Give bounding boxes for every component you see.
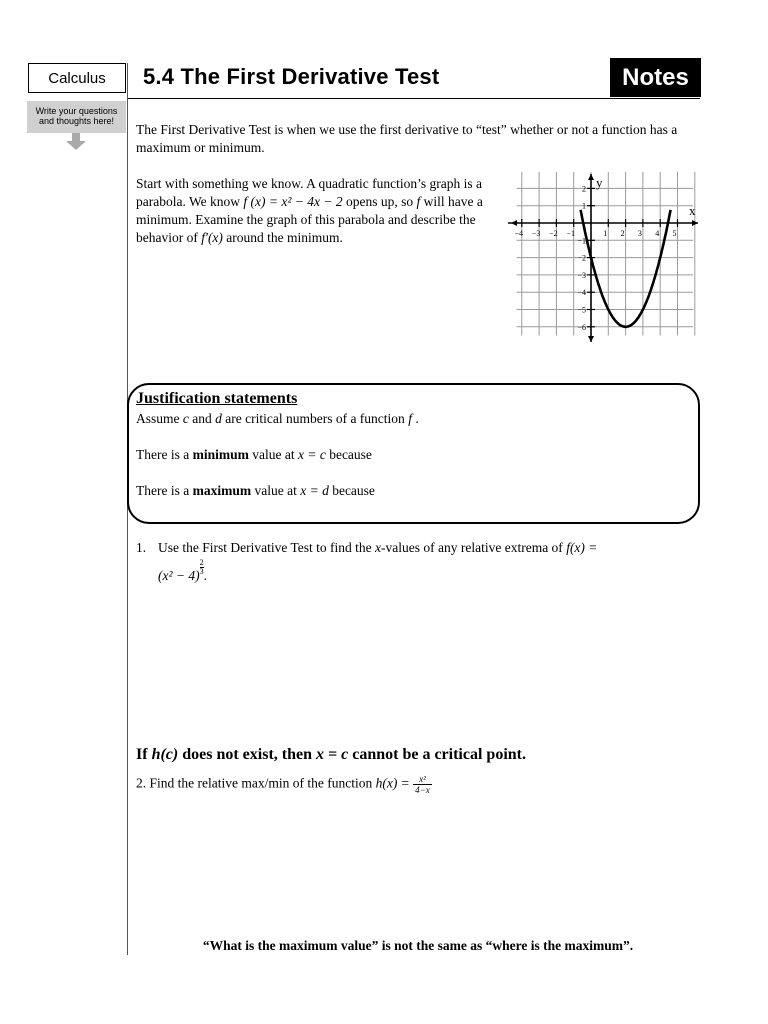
hint-line-2: and thoughts here!: [38, 116, 115, 126]
y-axis-arrow: [588, 174, 594, 180]
footer-quote: “What is the maximum value” is not the same as “where is the maximum”.: [202, 938, 634, 953]
intro-paragraph-1: The First Derivative Test is when we use the first derivative to “test” whether or not a function has a maximum or minimum.: [136, 122, 678, 155]
intro-paragraph-2: Start with something we know. A quadratic function’s graph is a parabola. We know f (x) = x² − 4x − 2 opens up, so f will have a minimum. Examine the graph of this parabola and describe the behavior of f′(x) around the minimum.: [136, 176, 483, 245]
y-tick-label: −6: [577, 322, 586, 332]
course-label-box: [28, 63, 126, 93]
y-tick-label: −5: [577, 305, 586, 315]
x-tick-label: 5: [672, 229, 677, 238]
function-definition: f (x) = x² − 4x − 2: [243, 194, 343, 209]
derivative-expression: f′(x): [201, 230, 223, 245]
x-tick-label: −1: [566, 229, 575, 238]
y-tick-label: 2: [582, 184, 586, 194]
course-label: Calculus: [48, 69, 106, 87]
x-axis-label: x: [689, 203, 696, 218]
x-tick-label: 4: [655, 229, 660, 238]
y-tick-label: −2: [577, 253, 586, 263]
justification-maximum: There is a maximum value at x = d because: [136, 483, 375, 498]
notes-badge: Notes: [610, 58, 701, 97]
hint-line-1: Write your questions: [35, 106, 118, 116]
x-tick-label: −4: [514, 229, 524, 238]
y-tick-label: −4: [577, 288, 586, 298]
x-tick-label: 1: [603, 229, 608, 238]
q2-fraction: $\frac{\text{x²}}{4-x}$: [415, 774, 430, 795]
question-2: 2. Find the relative max/min of the function h(x) = $\frac{\text{x²}}{4-x}$: [136, 774, 430, 795]
question-1: 1. Use the First Derivative Test to find the x-values of any relative extrema of f(x) = (x² − 4) $^{\frac{2}{3}}$ .: [136, 540, 598, 583]
graph-grid: [514, 172, 695, 335]
x-tick-label: 3: [637, 229, 642, 238]
header-rule: [127, 98, 700, 99]
y-tick-label: 1: [582, 201, 586, 211]
y-tick-label: −3: [577, 270, 586, 280]
parabola-graph: [508, 172, 700, 344]
justification-minimum: There is a minimum value at x = c because: [136, 447, 372, 462]
justification-title: Justification statements: [136, 390, 298, 407]
justification-assumption: Assume c and d are critical numbers of a function f .: [136, 411, 419, 426]
critical-point-rule: If h(c) does not exist, then x = c cannot be a critical point.: [136, 746, 526, 763]
q1-expression: (x² − 4): [158, 568, 200, 583]
down-arrow-icon: [66, 133, 86, 151]
y-axis-label: y: [596, 175, 603, 190]
x-tick-label: −2: [549, 229, 558, 238]
y-axis-arrow-bottom: [588, 336, 594, 342]
y-tick-label: −1: [577, 236, 586, 246]
margin-hint-box: [27, 101, 126, 133]
x-tick-label: 2: [620, 229, 625, 238]
x-axis-arrow-left: [511, 220, 517, 226]
page-title: 5.4 The First Derivative Test: [143, 64, 440, 89]
q1-exponent: 2 3: [199, 558, 204, 576]
x-tick-label: −3: [531, 229, 541, 238]
